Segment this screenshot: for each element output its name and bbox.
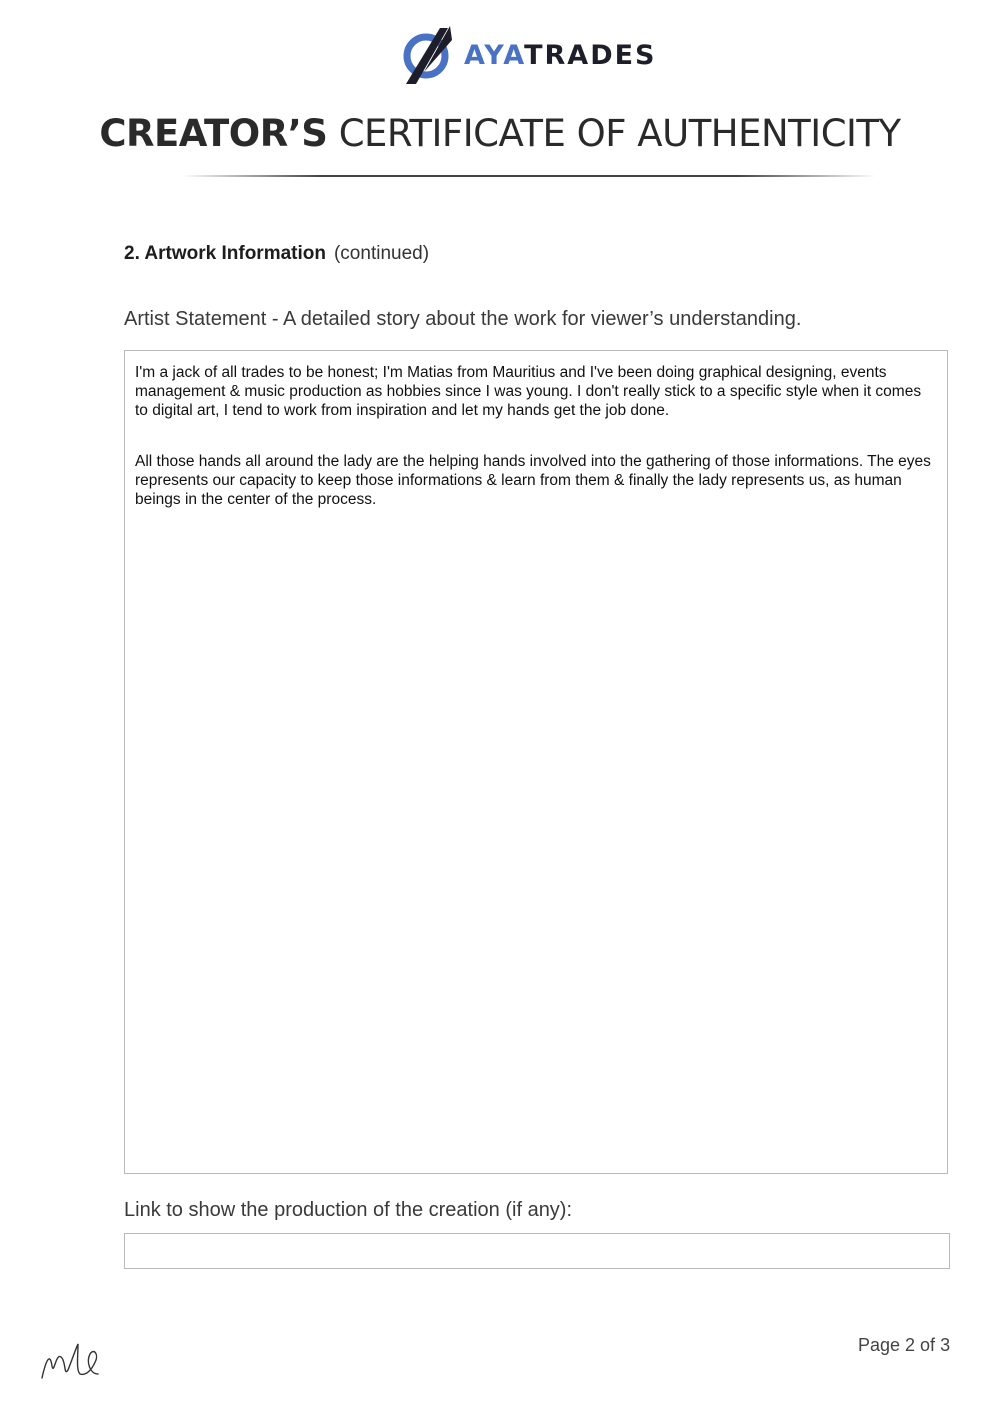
section-heading-title: 2. Artwork Information (124, 243, 326, 264)
artist-statement-paragraph: All those hands all around the lady are the helping hands involved into the gathering of those informations. The eyes represents our capacity to keep those informations & learn from them & finally the lady represents us, as human beings in the center of the process. (135, 453, 931, 508)
artist-statement-paragraph: I'm a jack of all trades to be honest; I'm Matias from Mauritius and I've been doing graphical designing, events management & music production as hobbies since I was young. I don't really stick to a specific style when it comes to digital art, I tend to work from inspiration and let my hands get the job done. (135, 364, 922, 419)
brand-wordmark-trades: TRADES (524, 39, 657, 71)
section-heading (124, 243, 429, 265)
brand-logo (402, 22, 672, 88)
logo-emblem-icon (402, 22, 454, 88)
signature (36, 1330, 116, 1390)
artist-statement-label: Artist Statement - A detailed story about the work for viewer’s understanding. (124, 308, 802, 330)
brand-wordmark-aya: AYA (464, 39, 525, 71)
artist-statement-field[interactable] (124, 350, 948, 1174)
brand-wordmark (464, 40, 657, 71)
section-heading-subtitle: (continued) (333, 243, 430, 264)
page-title-rest: CERTIFICATE OF AUTHENTICITY (338, 112, 901, 155)
production-link-field[interactable] (124, 1233, 950, 1269)
page-number: Page 2 of 3 (858, 1335, 951, 1355)
title-divider (182, 175, 876, 177)
page-title (0, 112, 1000, 155)
page-title-bold: CREATOR’S (99, 112, 328, 155)
production-link-label: Link to show the production of the creation (if any): (124, 1199, 573, 1221)
